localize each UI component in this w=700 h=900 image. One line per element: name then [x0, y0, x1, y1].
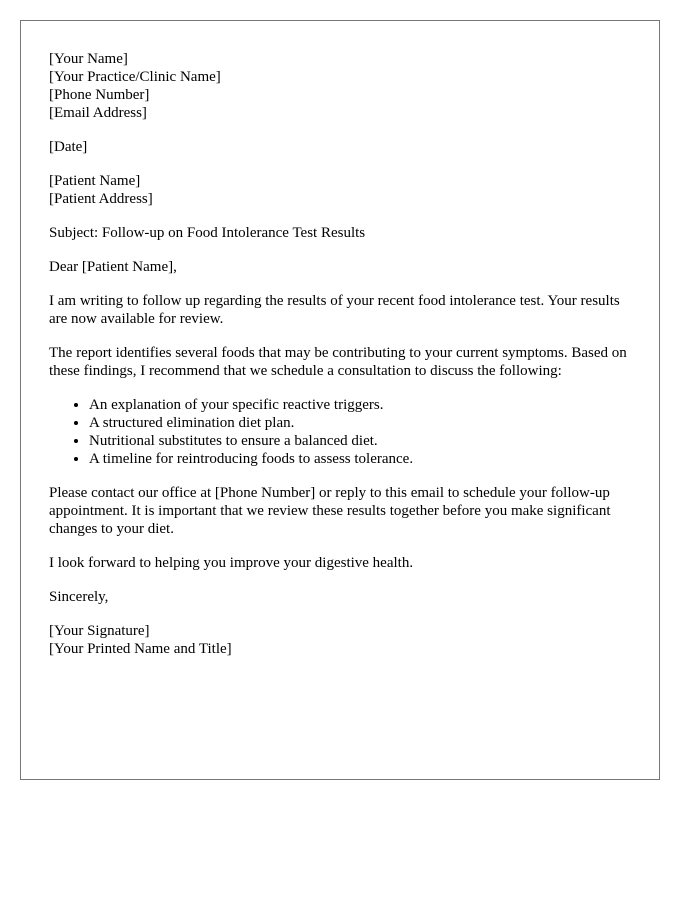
paragraph-closing-remark: I look forward to helping you improve your digestive health.: [49, 555, 414, 571]
subject-line: Subject: Follow-up on Food Intolerance Test Results: [49, 225, 366, 241]
sender-practice: [Your Practice/Clinic Name]: [49, 69, 221, 85]
list-item: • Nutritional substitutes to ensure a balanced diet.: [89, 432, 639, 450]
paragraph-intro: I am writing to follow up regarding the results of your recent food intolerance test. Your results are now available for review.: [49, 293, 620, 327]
list-item: • An explanation of your specific reactive triggers.: [89, 396, 639, 414]
recipient-name: [Patient Name]: [49, 173, 141, 189]
recipient-block: [49, 172, 639, 208]
discussion-list: [49, 396, 639, 468]
letter: [20, 20, 660, 780]
salutation: Dear [Patient Name],: [49, 259, 177, 275]
paragraph-contact: Please contact our office at [Phone Number] or reply to this email to schedule your follow-up appointment. It is important that we review these results together before you make significant changes to your diet.: [49, 485, 611, 537]
printed-name: [Your Printed Name and Title]: [49, 641, 232, 657]
sender-name: [Your Name]: [49, 51, 128, 67]
sender-phone: [Phone Number]: [49, 87, 150, 103]
signature-block: [49, 622, 639, 658]
signature: [Your Signature]: [49, 623, 150, 639]
letter-date: [Date]: [49, 139, 88, 155]
list-item: • A timeline for reintroducing foods to assess tolerance.: [89, 450, 639, 468]
sender-block: [49, 50, 639, 122]
recipient-address: [Patient Address]: [49, 191, 153, 207]
paragraph-findings: The report identifies several foods that may be contributing to your current symptoms. Based on these findings, I recommend that we schedule a consultation to discuss the following:: [49, 345, 627, 379]
date-block: [49, 138, 639, 156]
closing: Sincerely,: [49, 589, 109, 605]
list-item: • A structured elimination diet plan.: [89, 414, 639, 432]
sender-email: [Email Address]: [49, 105, 147, 121]
